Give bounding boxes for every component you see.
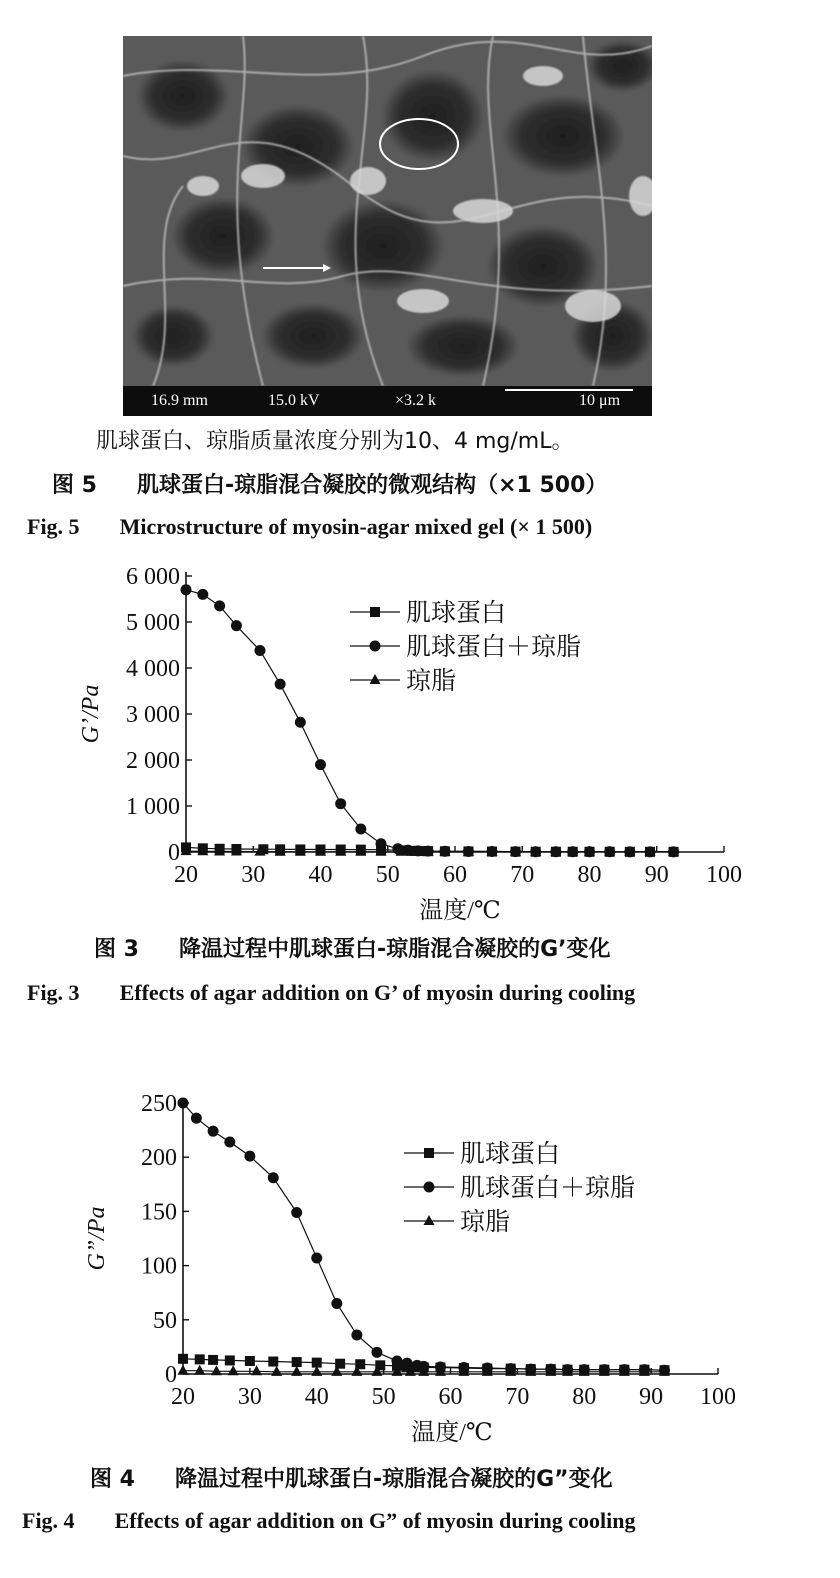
figure4-y-tick-label: 200 <box>141 1145 177 1172</box>
figure3-point-circle <box>335 798 346 809</box>
figure3-caption-zh <box>94 932 611 963</box>
sem-working-distance: 16.9 mm <box>151 392 208 409</box>
figure3-point-circle <box>295 717 306 728</box>
figure5-caption-en <box>27 514 592 540</box>
figure5-note: 肌球蛋白、琼脂质量浓度分别为10、4 mg/mL。 <box>96 429 574 454</box>
figure3-y-tick-label: 4 000 <box>126 656 180 682</box>
figure4-y-tick-label: 150 <box>141 1199 177 1226</box>
figure4-caption-en-number: Fig. 4 <box>22 1508 75 1533</box>
figure3-caption-en-text: Effects of agar addition on G’ of myosin during cooling <box>119 980 636 1005</box>
figure4-y-tick-label: 250 <box>141 1091 177 1117</box>
figure5-caption-zh-text: 肌球蛋白-琼脂混合凝胶的微观结构（×1 500） <box>136 473 608 498</box>
figure3-point-circle <box>197 589 208 600</box>
figure4-point-circle <box>351 1329 362 1340</box>
figure3-caption-en-number: Fig. 3 <box>27 980 80 1005</box>
figure4-legend-marker-square <box>424 1148 434 1158</box>
figure4-point-triangle <box>271 1366 282 1376</box>
figure3-y-tick-label: 3 000 <box>126 702 180 728</box>
figure4-x-tick-label: 60 <box>438 1384 463 1410</box>
figure3-legend-marker-square <box>370 607 380 617</box>
figure4-x-tick-label: 50 <box>371 1384 396 1410</box>
figure3-point-circle <box>231 620 242 631</box>
figure4-x-tick-label: 100 <box>700 1384 736 1410</box>
figure3-point-circle <box>254 645 265 656</box>
figure3-series-line-2 <box>186 590 674 852</box>
figure4-chart-svg <box>0 1086 840 1458</box>
figure4-caption-zh-number: 图 4 <box>90 1467 135 1492</box>
figure4-point-circle <box>191 1113 202 1124</box>
figure3-legend-marker-triangle <box>370 674 381 684</box>
figure4-point-circle <box>224 1137 235 1148</box>
figure3-x-tick-label: 90 <box>644 862 669 888</box>
figure4-point-square <box>178 1354 188 1364</box>
figure4-point-triangle <box>228 1365 239 1375</box>
figure3-y-tick-label: 1 000 <box>126 794 180 820</box>
figure4-legend-marker-triangle <box>424 1215 435 1225</box>
figure4-series-line-2 <box>183 1103 665 1370</box>
figure4-point-triangle <box>291 1366 302 1376</box>
figure3-y-tick-label: 6 000 <box>126 564 180 590</box>
figure3-point-circle <box>315 759 326 770</box>
figure3-x-tick-label: 40 <box>308 862 333 888</box>
figure4-point-square <box>225 1355 235 1365</box>
figure3-point-circle <box>275 679 286 690</box>
figure3-x-tick-label: 60 <box>443 862 467 888</box>
figure4-x-tick-label: 30 <box>237 1384 262 1410</box>
figure4-caption-zh <box>90 1462 613 1493</box>
figure4-point-circle <box>311 1253 322 1264</box>
figure4-legend-marker-circle <box>424 1182 435 1193</box>
figure3-point-circle <box>214 600 225 611</box>
figure4-point-circle <box>208 1126 219 1137</box>
figure3-x-tick-label: 70 <box>510 862 535 888</box>
figure4-point-square <box>292 1357 302 1367</box>
figure3-y-tick-label: 2 000 <box>126 748 180 774</box>
figure3-x-tick-label: 20 <box>174 862 198 888</box>
figure4-point-circle <box>244 1151 255 1162</box>
figure3-y-tick-label: 0 <box>168 840 180 866</box>
figure4-caption-en <box>22 1508 635 1534</box>
figure4-point-circle <box>291 1207 302 1218</box>
figure4-y-tick-label: 50 <box>153 1307 177 1334</box>
sem-texture <box>123 36 652 386</box>
figure3-point-circle <box>181 584 192 595</box>
figure4-y-tick-label: 100 <box>141 1253 177 1280</box>
sem-scale-bar <box>505 389 633 391</box>
figure3-y-tick-label: 5 000 <box>126 610 180 636</box>
figure3-caption-zh-number: 图 3 <box>94 937 139 962</box>
figure4-x-tick-label: 80 <box>572 1384 597 1410</box>
figure5-caption-zh <box>52 468 607 499</box>
figure4-legend-label-2: 肌球蛋白＋琼脂 <box>460 1175 636 1202</box>
figure4-point-triangle <box>178 1365 189 1375</box>
sem-magnification: ×3.2 k <box>395 392 437 409</box>
figure3-chart-svg <box>0 556 840 928</box>
figure5-caption-en-number: Fig. 5 <box>27 514 80 539</box>
figure3-legend-label-3: 琼脂 <box>406 668 457 695</box>
figure4-chart <box>0 1086 840 1458</box>
figure4-x-tick-label: 20 <box>171 1384 195 1410</box>
figure4-caption-zh-text: 降温过程中肌球蛋白-琼脂混合凝胶的G”变化 <box>174 1467 613 1492</box>
sem-scale-label: 10 μm <box>579 392 621 409</box>
figure4-point-circle <box>178 1098 189 1109</box>
figure4-y-axis-label: G”/Pa <box>84 1206 110 1271</box>
figure4-point-circle <box>392 1355 403 1366</box>
figure3-x-axis-label: 温度/℃ <box>419 898 501 924</box>
figure4-point-square <box>208 1355 218 1365</box>
figure3-legend-label-2: 肌球蛋白＋琼脂 <box>406 634 582 661</box>
figure3-x-tick-label: 80 <box>577 862 602 888</box>
figure4-x-axis-label: 温度/℃ <box>411 1420 493 1446</box>
figure4-y-tick-label: 0 <box>165 1362 177 1388</box>
figure3-caption-zh-text: 降温过程中肌球蛋白-琼脂混合凝胶的G’变化 <box>178 937 611 962</box>
figure4-point-circle <box>268 1172 279 1183</box>
figure4-x-tick-label: 70 <box>505 1384 530 1410</box>
figure4-point-triangle <box>251 1365 262 1375</box>
figure3-legend-label-1: 肌球蛋白 <box>406 600 507 627</box>
figure4-legend-label-1: 肌球蛋白 <box>460 1141 561 1168</box>
figure3-x-tick-label: 100 <box>706 862 742 888</box>
figure4-point-triangle <box>211 1365 222 1375</box>
figure5-caption-en-text: Microstructure of myosin-agar mixed gel (× 1 500) <box>119 514 593 539</box>
figure4-point-triangle <box>194 1365 205 1375</box>
figure3-legend-marker-circle <box>370 641 381 652</box>
figure3-chart <box>0 556 840 928</box>
figure3-caption-en <box>27 980 635 1006</box>
figure4-point-square <box>245 1356 255 1366</box>
figure5-caption-zh-number: 图 5 <box>52 473 97 498</box>
figure3-x-tick-label: 50 <box>375 862 400 888</box>
figure4-point-square <box>195 1354 205 1364</box>
figure4-x-tick-label: 90 <box>639 1384 664 1410</box>
sem-info-bar <box>123 386 652 416</box>
figure4-point-circle <box>331 1298 342 1309</box>
figure3-x-tick-label: 30 <box>241 862 266 888</box>
figure4-caption-en-text: Effects of agar addition on G” of myosin during cooling <box>114 1508 636 1533</box>
figure4-point-square <box>268 1357 278 1367</box>
figure4-x-tick-label: 40 <box>304 1384 329 1410</box>
figure3-point-circle <box>355 824 366 835</box>
figure4-legend-label-3: 琼脂 <box>460 1209 511 1236</box>
figure4-point-circle <box>371 1347 382 1358</box>
sem-micrograph <box>123 36 652 416</box>
sem-voltage: 15.0 kV <box>268 392 320 409</box>
figure3-y-axis-label: G’/Pa <box>78 684 104 744</box>
